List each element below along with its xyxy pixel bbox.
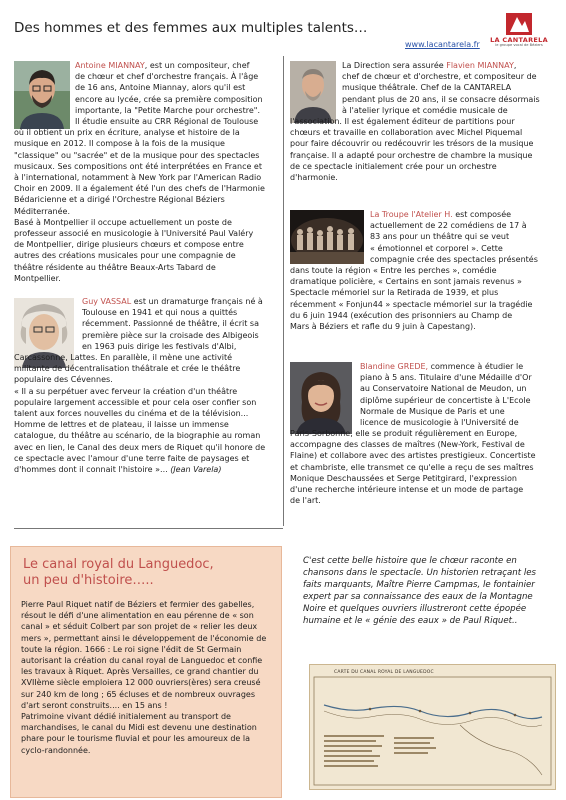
troupe-block: La Troupe l'Atelier H. est composée actuellement de 22 comédiens de 17 à 83 ans pour un théâtre qui se veut « émotionnel et corporel ». Cette compagnie crée des spectacles présentés: [370, 210, 538, 264]
cantarela-logo: [484, 12, 554, 48]
map-title: CARTE DU CANAL ROYAL DE LANGUEDOC: [334, 670, 434, 675]
guy-block-cont: Carcassonne, Lattes. En parallèle, il mène une activité militante de décentralisation théâtrale et crée le théâtre populaire des Cévennes. « Il a su perpétuer avec ferveur la création d'un théâtre populaire largement accessible et pour cela oser confier son talent aux forces nouvelles du cinéma et de la télévision... Homme de lettres et de plateau, il laisse un immense catalogue, du théâtre au scénario, de la biographie au roman avec en lien, le Canal des deux mers de Riquet qu'il honore de ce spectacle avec l'amour d'une terre faite de paysages et d'hommes dont il connait l'histoire »... (Jean Varela): [14, 353, 266, 475]
troupe-name: La Troupe l'Atelier H.: [370, 210, 453, 219]
blandine-name: Blandine GREDE,: [360, 362, 429, 371]
logo-tagline: le groupe vocal de Béziers: [495, 43, 543, 47]
canal-map-image: [309, 664, 556, 790]
logo-mark-icon: [484, 12, 554, 36]
troupe-photo: [290, 210, 364, 264]
story-quote: C'est cette belle histoire que le chœur raconte en chansons dans le spectacle. Un historien retraçant les faits marquants, Maître Pierre Campmas, le fontainier expert par sa connaissance des eaux de la Montagne Noire et quelques ouvriers illustreront cette épopée humaine et le « génie des eaux » de Paul Riquet..: [303, 556, 536, 626]
guy-block: Guy VASSAL est un dramaturge français né à Toulouse en 1941 et qui nous a quittés récemment. Passionné de théâtre, il écrit sa première pièce sur la croisade des Albigeois en 1963 puis dirige les festivals d'Albi,: [82, 297, 263, 351]
blandine-block-cont: Paris-Sorbonne, elle se produit régulièrement en Europe, accompagne des classes de maîtres (New-York, Festival de Flaine) et collabore avec des artistes prestigieux. Concertiste et chambriste, elle transmet ce qu'elle a reçu de ses maîtres Monique Deschaussées et Serge Petitgirard, l'expression d'une recherche intérieure intense et un mode de partage de l'art.: [290, 429, 536, 506]
canal-title: Le canal royal du Languedoc, un peu d'histoire…..: [23, 557, 214, 588]
troupe-block-cont: dans toute la région « Entre les perches », comédie dramatique policière, « Certains en sont jamais revenus » Spectacle mémoriel sur la Retirada de 1939, et plus récemment « Fonjun44 » spectacle mémoriel sur la tragédie du 6 juin 1944 (exécution des prisonniers au Champ de Mars à Béziers et rafle du 9 juin à Capestang).: [290, 266, 533, 332]
quote-signature: (Jean Varela): [170, 465, 222, 475]
antoine-name: Antoine MIANNAY: [75, 61, 145, 70]
canal-map-icon: [310, 665, 555, 789]
flavien-name: Flavien MIANNAY: [446, 61, 514, 70]
blandine-photo: [290, 362, 352, 434]
page-title: Des hommes et des femmes aux multiples talents…: [14, 20, 368, 36]
guy-name: Guy VASSAL: [82, 297, 132, 306]
blandine-block: Blandine GREDE, commence à étudier le piano à 5 ans. Titulaire d'une Médaille d'Or au Conservatoire National de Meudon, un diplôme supérieur de concertiste à L'Ecole Normale de Musique de Paris et une licence de musicologie à l'Université de: [360, 362, 532, 428]
flavien-photo: [290, 61, 336, 123]
canal-text: Pierre Paul Riquet natif de Béziers et fermier des gabelles, résout le défi d'une alimentation en eau pérenne de « son canal » et séduit Colbert par son projet de « relier les deux mers », permettant ainsi le développement de l'économie de toute la région. 1666 : Le roi signe l'édit de St Germain autorisant la création du canal royal de Languedoc et confie les travaux à Riquet. Après Versailles, ce grand chantier du XVIIème siècle emploiera 12 000 ouvriers(ères) sera creusé sur 240 km de long ; 65 écluses et de nombreux ouvrages d'art seront construits.... en 15 ans ! Patrimoine vivant dédié initialement au transport de marchandises, le canal du Midi est devenu une destination phare pour le tourisme fluvial et pour les amoureux de la cyclo-randonnée.: [21, 600, 267, 755]
antoine-block-cont: Il étudie ensuite au CRR Régional de Toulouse où il obtient un prix en écriture, analyse et histoire de la musique en 2012. Il compose à la fois de la musique "classique" ou "sacrée" et de la musique pour des spectacles musicaux. Ses compositions ont été interprétées en France et à l'international, notamment à New York par l'American Radio Choir en 2009. Il a également été l'un des chefs de l'Harmonie Bédaricienne et a dirigé l'Orchestre Régional Béziers Méditerranée. Basé à Montpellier il occupe actuellement un poste de professeur associé en musicologie à l'Université Paul Valéry de Montpellier, dirige plusieurs chœurs et compose entre autres des créations musicales pour une compagnie de théâtre résidente au théâtre Beaux-Arts Tabard de Montpellier.: [14, 117, 265, 283]
logo-text: LA CANTARELA: [490, 36, 548, 44]
section-divider: [14, 528, 283, 529]
website-link[interactable]: www.lacantarela.fr: [405, 40, 480, 49]
canal-history-box: [10, 546, 282, 798]
column-divider: [283, 56, 284, 526]
antoine-block: Antoine MIANNAY, est un compositeur, chef de chœur et chef d'orchestre français. À l'âge de 16 ans, Antoine Miannay, alors qu'il est encore au lycée, crée sa première composition importante, la "Petite Marche pour orchestre".: [75, 61, 263, 115]
flavien-block: La Direction sera assurée Flavien MIANNAY, chef de chœur et d'orchestre, et compositeur de musique théâtrale. Chef de la CANTARELA pendant plus de 20 ans, il se consacre désormais à l'atelier lyrique et comédie musicale de: [342, 61, 540, 115]
flavien-block-cont: l'association. Il est également éditeur de partitions pour chœurs et travaille en collaboration avec Michel Piquemal pour faire découvrir ou redécouvrir les trésors de la musique française. Il a adapté pour orchestre de chambre la musique de ce spectacle initialement crée pour un orchestre d'harmonie.: [290, 117, 534, 183]
